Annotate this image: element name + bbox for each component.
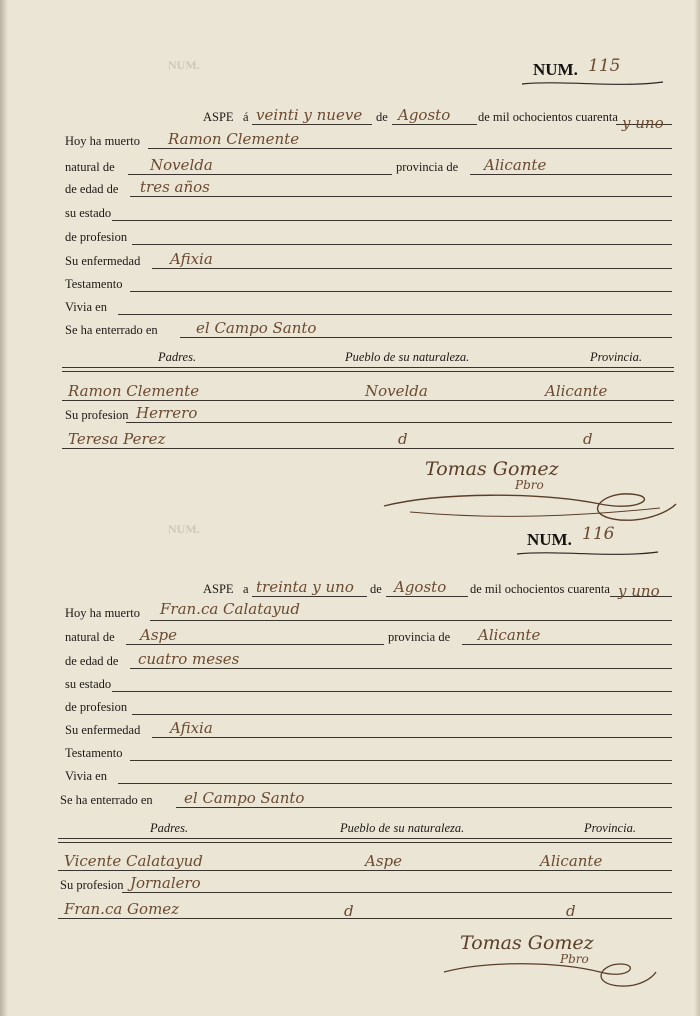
field-line [176, 807, 672, 808]
field-line [132, 244, 672, 245]
mother-name: Fran.ca Gomez [64, 900, 180, 918]
provincia-value: Alicante [484, 156, 547, 174]
signature-flourish [440, 956, 660, 990]
year-label: de mil ochocientos cuarenta [478, 110, 618, 124]
field-label: Testamento [65, 746, 123, 760]
field-label: Su enfermedad [65, 723, 141, 737]
field-line [112, 691, 672, 692]
field-line [128, 174, 392, 175]
page-binding [0, 0, 8, 1016]
field-line [118, 314, 672, 315]
table-line [62, 400, 674, 401]
provincia-line [470, 174, 672, 175]
deceased-name: Ramon Clemente [168, 130, 300, 148]
record-number-value: 115 [588, 56, 621, 76]
father-provincia: Alicante [545, 382, 608, 400]
field-label: Vivia en [65, 769, 107, 783]
field-line [148, 148, 672, 149]
signature-flourish [380, 486, 680, 526]
field-line [118, 783, 672, 784]
field-line [112, 220, 672, 221]
field-label: natural de [65, 160, 115, 174]
col-provincia: Provincia. [584, 821, 636, 835]
illness-value: Afixia [170, 250, 213, 268]
month-line [392, 124, 477, 125]
provincia-label: provincia de [396, 160, 459, 174]
col-provincia: Provincia. [590, 350, 642, 364]
day-line [252, 124, 372, 125]
a-label: á [243, 110, 249, 124]
table-line [58, 918, 672, 919]
year-suffix: y uno [618, 582, 660, 600]
record-number-value: 116 [582, 524, 615, 544]
field-label: de edad de [65, 182, 119, 196]
provincia-value: Alicante [478, 626, 541, 644]
month-value: Agosto [394, 578, 447, 596]
field-label: su estado [65, 206, 112, 220]
page-edge [694, 0, 700, 1016]
number-flourish [515, 548, 660, 560]
field-line [126, 644, 384, 645]
day-value: veinti y nueve [256, 106, 363, 124]
priest-signature: Tomas Gomez [425, 458, 559, 480]
field-label: de edad de [65, 654, 119, 668]
a-label: a [243, 582, 249, 596]
table-rule [62, 367, 674, 372]
field-line [152, 737, 672, 738]
field-label: Se ha enterrado en [60, 793, 153, 807]
profesion-value: Herrero [136, 404, 198, 422]
profesion-line [122, 892, 672, 893]
age-value: cuatro meses [138, 650, 240, 668]
signature-title: Pbro [515, 478, 544, 492]
town-label: ASPE [203, 110, 234, 124]
bleed-through-num: NUM. [168, 522, 200, 536]
field-line [130, 668, 672, 669]
de-label: de [376, 110, 388, 124]
birthplace-value: Novelda [150, 156, 213, 174]
table-line [58, 870, 672, 871]
year-suffix: y uno [622, 114, 664, 132]
field-label: Vivia en [65, 300, 107, 314]
col-padres: Padres. [158, 350, 197, 364]
record-number-label: NUM. [533, 60, 578, 79]
mother-provincia: d [583, 430, 593, 448]
field-label: su estado [65, 677, 112, 691]
field-label: Su enfermedad [65, 254, 141, 268]
burial-value: el Campo Santo [184, 789, 305, 807]
father-provincia: Alicante [540, 852, 603, 870]
day-line [252, 596, 367, 597]
field-line [132, 714, 672, 715]
mother-pueblo: d [344, 902, 354, 920]
field-label: Hoy ha muerto [65, 606, 140, 620]
col-pueblo: Pueblo de su naturaleza. [345, 350, 470, 364]
field-label: Hoy ha muerto [65, 134, 140, 148]
field-line [130, 291, 672, 292]
table-line [62, 448, 674, 449]
profesion-label: Su profesion [65, 408, 129, 422]
mother-name: Teresa Perez [68, 430, 166, 448]
field-line [150, 620, 672, 621]
number-flourish [520, 78, 665, 90]
de-label: de [370, 582, 382, 596]
burial-value: el Campo Santo [196, 319, 317, 337]
mother-provincia: d [566, 902, 576, 920]
profesion-label: Su profesion [60, 878, 124, 892]
field-label: natural de [65, 630, 115, 644]
father-name: Ramon Clemente [68, 382, 200, 400]
field-line [130, 760, 672, 761]
profesion-value: Jornalero [130, 874, 201, 892]
mother-pueblo: d [398, 430, 408, 448]
illness-value: Afixia [170, 719, 213, 737]
provincia-line [462, 644, 672, 645]
provincia-label: provincia de [388, 630, 451, 644]
profesion-line [126, 422, 672, 423]
field-label: de profesion [65, 230, 128, 244]
priest-signature: Tomas Gomez [460, 932, 594, 954]
signature-title: Pbro [560, 952, 589, 966]
town-label: ASPE [203, 582, 234, 596]
field-label: de profesion [65, 700, 128, 714]
father-name: Vicente Calatayud [64, 852, 203, 870]
col-padres: Padres. [150, 821, 189, 835]
month-line [386, 596, 468, 597]
month-value: Agosto [398, 106, 451, 124]
field-line [152, 268, 672, 269]
deceased-name: Fran.ca Calatayud [160, 600, 300, 618]
father-pueblo: Aspe [365, 852, 403, 870]
age-value: tres años [140, 178, 210, 196]
field-line [180, 337, 672, 338]
father-pueblo: Novelda [365, 382, 428, 400]
day-value: treinta y uno [256, 578, 354, 596]
col-pueblo: Pueblo de su naturaleza. [340, 821, 465, 835]
record-number-label: NUM. [527, 530, 572, 549]
bleed-through-num: NUM. [168, 58, 200, 72]
field-label: Se ha enterrado en [65, 323, 158, 337]
table-rule [58, 838, 672, 843]
field-label: Testamento [65, 277, 123, 291]
year-label: de mil ochocientos cuarenta [470, 582, 610, 596]
birthplace-value: Aspe [140, 626, 178, 644]
field-line [130, 196, 672, 197]
